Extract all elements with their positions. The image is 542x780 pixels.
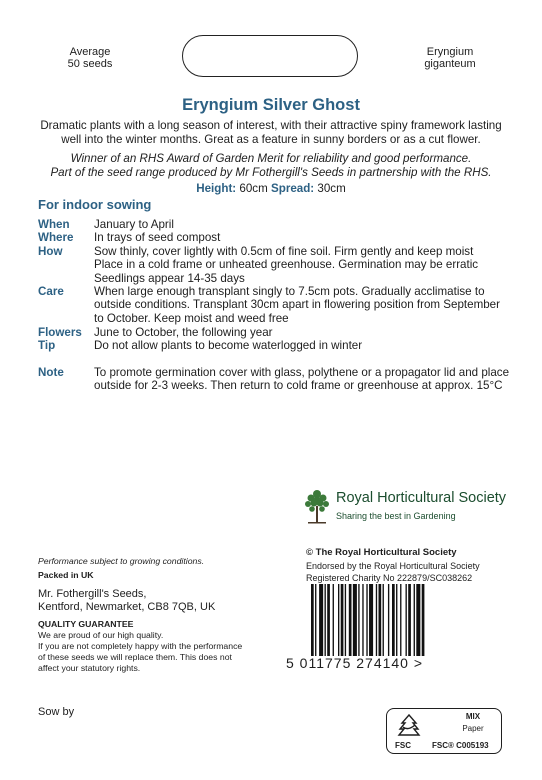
description-line-2: well into the winter months. Great as a feature in sunny borders or as a cut flower. <box>61 133 481 146</box>
fsc-mix: MIX <box>465 712 481 721</box>
barcode-bar <box>349 584 352 656</box>
latin-genus: Eryngium <box>426 46 474 58</box>
sow-by-label: Sow by <box>38 706 75 718</box>
barcode-bar <box>408 584 411 656</box>
row-label: Flowers <box>38 326 82 339</box>
barcode-bar <box>327 584 330 656</box>
guarantee-line: of these seeds we will replace them. This does not <box>38 652 232 662</box>
average-label: Average <box>69 46 111 58</box>
barcode-bar <box>366 584 367 656</box>
row-line: to October. Keep moist and weed free <box>94 311 289 325</box>
row-value <box>94 245 516 285</box>
packet-window <box>182 35 358 77</box>
seed-count-value: 50 seeds <box>67 58 113 70</box>
address-line-2: Kentford, Newmarket, CB8 7QB, UK <box>38 601 216 613</box>
barcode-bar <box>396 584 397 656</box>
spread-label: Spread: <box>271 182 315 195</box>
row-value <box>94 285 516 325</box>
guarantee-title: QUALITY GUARANTEE <box>38 619 134 629</box>
award-text <box>30 152 512 180</box>
charity-line: Registered Charity No 222879/SC038262 <box>306 573 473 583</box>
barcode-bar <box>315 584 316 656</box>
row-value <box>94 231 516 244</box>
description-line-1: Dramatic plants with a long season of interest, with their attractive spiny framework lasting <box>40 119 502 132</box>
row-line: Place in a cold frame or unheated greenhouse. Germination may be erratic <box>94 258 479 272</box>
rhs-tree-logo-icon <box>302 486 332 526</box>
seed-count <box>55 46 125 70</box>
barcode-bar <box>325 584 326 656</box>
row-line: Seedlings appear 14-35 days <box>94 271 245 285</box>
barcode-bar <box>422 584 425 656</box>
row-value <box>94 366 516 393</box>
barcode-bar <box>369 584 373 656</box>
rhs-name: Royal Horticultural Society <box>336 490 507 506</box>
height-label: Height: <box>196 182 237 195</box>
row-value <box>94 218 516 231</box>
row-label: How <box>38 245 63 258</box>
guarantee-line: affect your statutory rights. <box>38 663 141 673</box>
barcode-bar <box>388 584 389 656</box>
latin-species: giganteum <box>424 58 476 70</box>
row-line: To promote germination cover with glass, polythene or a propagator lid and place <box>94 366 510 379</box>
barcode-bar <box>392 584 395 656</box>
barcode-bar <box>333 584 334 656</box>
row-line: When large enough transplant singly to 7.5cm pots. Gradually acclimatise to <box>94 285 485 298</box>
barcode-bar <box>376 584 377 656</box>
fsc-code: FSC® C005193 <box>432 741 489 750</box>
rhs-tagline: Sharing the best in Gardening <box>336 511 456 521</box>
row-line: January to April <box>94 218 174 231</box>
award-line-2: Part of the seed range produced by Mr Fothergill's Seeds in partnership with the RHS. <box>50 166 492 179</box>
latin-name <box>408 46 492 70</box>
row-label: Note <box>38 366 64 379</box>
row-line: June to October, the following year <box>94 326 273 339</box>
dimensions <box>0 182 542 195</box>
barcode-bar <box>341 584 344 656</box>
row-label: Care <box>38 285 64 298</box>
barcode-bar <box>319 584 323 656</box>
guarantee-line: We are proud of our high quality. <box>38 630 164 640</box>
section-title: For indoor sowing <box>38 197 152 212</box>
barcode-bar <box>362 584 363 656</box>
row-line: outside conditions. Transplant 30cm apart in flowering position from September <box>94 298 500 312</box>
barcode <box>311 584 494 656</box>
barcode-bar <box>379 584 382 656</box>
row-value <box>94 339 516 352</box>
fsc-tree-icon <box>394 713 424 739</box>
row-line: outside for 2-3 weeks. Then return to cold frame or greenhouse at approx. 15°C <box>94 379 503 393</box>
award-line-1: Winner of an RHS Award of Garden Merit for reliability and good performance. <box>70 152 472 165</box>
guarantee-text <box>38 630 288 674</box>
barcode-bar <box>416 584 420 656</box>
fsc-label: FSC <box>395 741 411 750</box>
barcode-bar <box>383 584 384 656</box>
barcode-bar <box>353 584 357 656</box>
packed-in: Packed in UK <box>38 570 94 580</box>
endorsement <box>306 560 480 584</box>
height-value: 60cm <box>239 182 268 195</box>
barcode-bar <box>414 584 415 656</box>
barcode-bar <box>358 584 359 656</box>
row-label: Tip <box>38 339 56 352</box>
barcode-bar <box>345 584 346 656</box>
barcode-bar <box>406 584 407 656</box>
spread-value: 30cm <box>317 182 346 195</box>
row-line: Do not allow plants to become waterlogged in winter <box>94 339 363 352</box>
address <box>38 588 215 614</box>
row-label: When <box>38 218 70 231</box>
barcode-digits: 5 011775 274140 > <box>286 655 424 671</box>
row-value <box>94 326 516 339</box>
row-label: Where <box>38 231 74 244</box>
performance-note: Performance subject to growing conditions. <box>38 556 205 566</box>
description <box>30 119 512 147</box>
barcode-bar <box>400 584 401 656</box>
address-line-1: Mr. Fothergill's Seeds, <box>38 588 147 600</box>
product-title: Eryngium Silver Ghost <box>182 96 360 114</box>
row-line: In trays of seed compost <box>94 231 221 244</box>
copyright: © The Royal Horticultural Society <box>306 547 457 558</box>
guarantee-line: If you are not completely happy with the performance <box>38 641 243 651</box>
fsc-paper: Paper <box>462 724 484 733</box>
row-line: Sow thinly, cover lightly with 0.5cm of fine soil. Firm gently and keep moist <box>94 245 474 258</box>
barcode-bar <box>338 584 339 656</box>
endorsed-line: Endorsed by the Royal Horticultural Society <box>306 561 480 571</box>
barcode-bar <box>311 584 314 656</box>
